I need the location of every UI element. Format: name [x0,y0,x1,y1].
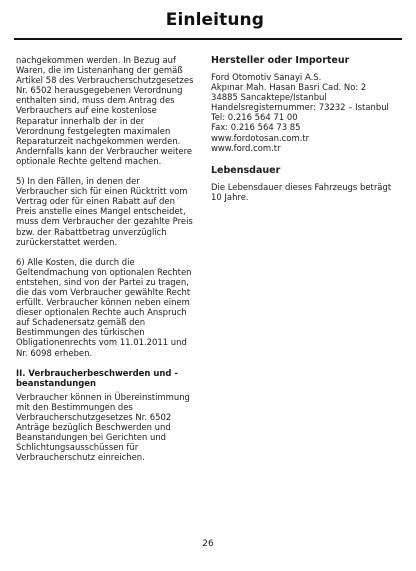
page-header [0,0,416,42]
address-line: Handelsregisternummer: 73232 – Istanbul [211,102,389,113]
address-line: Fax: 0.216 564 73 85 [211,122,301,133]
page-number: 26 [202,539,214,549]
paragraph-item-5: 5) In den Fällen, in denen der Verbraucher sich für einen Rücktritt vom Vertrag oder für einen Rabatt auf den Preis anstelle eines Mangel entscheidet, muss dem Verbraucher der gezahlte Preis bzw. der Rabattbetrag unverzüglich zurückerstattet werden. [16,176,193,247]
right-column [211,55,397,212]
website-link[interactable]: www.ford.com.tr [211,142,281,153]
paragraph-lifetime: Die Lebensdauer dieses Fahrzeugs beträgt 10 Jahre. [211,181,392,202]
address-line: Akpınar Mah. Hasan Basri Cad. No: 2 [211,82,367,93]
paragraph-item-6: 6) Alle Kosten, die durch die Geltendmachung von optionalen Rechten entstehen, sind von der Partei zu tragen, die das vom Verbraucher gewählte Recht erfüllt. Verbraucher können neben einem dieser optionalen Rechte auch Anspruch auf Schadenersatz gemäß den Bestimmungen des türkischen Obligationenrechts vom 11.01.2011 und Nr. 6098 erheben. [16,256,192,358]
page-title: Einleitung [165,10,264,30]
address-line: 34885 Sancaktepe/Istanbul [211,92,327,103]
header-divider [14,38,402,40]
manufacturer-address [211,72,397,153]
section-heading-manufacturer: Hersteller oder Importeur [211,55,350,66]
paragraph-complaints: Verbraucher können in Übereinstimmung mit den Bestimmungen des Verbraucherschutzgesetzes Nr. 6502 Anträge bezüglich Beschwerden und Beanstandungen bei Gerichten und Schlichtungsausschüssen für Verbraucherschutz einreichen. [16,391,190,463]
left-column [16,55,194,472]
section-heading-complaints: II. Verbraucherbeschwerden und -beanstandungen [16,367,178,388]
website-link[interactable]: www.fordotosan.com.tr [211,132,310,143]
address-line: Tel: 0.216 564 71 00 [211,112,298,123]
section-heading-lifetime: Lebensdauer [211,164,281,176]
paragraph-continuation: nachgekommen werden. In Bezug auf Waren, die im Listenanhang der gemäß Artikel 58 des Verbraucherschutzgesetzes Nr. 6502 herausgegebenen Verordnung enthalten sind, muss dem Antrag des Verbrauchers auf eine kostenlose Reparatur innerhalb der in der Verordnung festgelegten maximalen Reparaturzeit nachgekommen werden. Andernfalls kann der Verbraucher weitere optionale Rechte geltend machen. [16,55,194,166]
address-line: Ford Otomotiv Sanayi A.S. [211,72,322,82]
